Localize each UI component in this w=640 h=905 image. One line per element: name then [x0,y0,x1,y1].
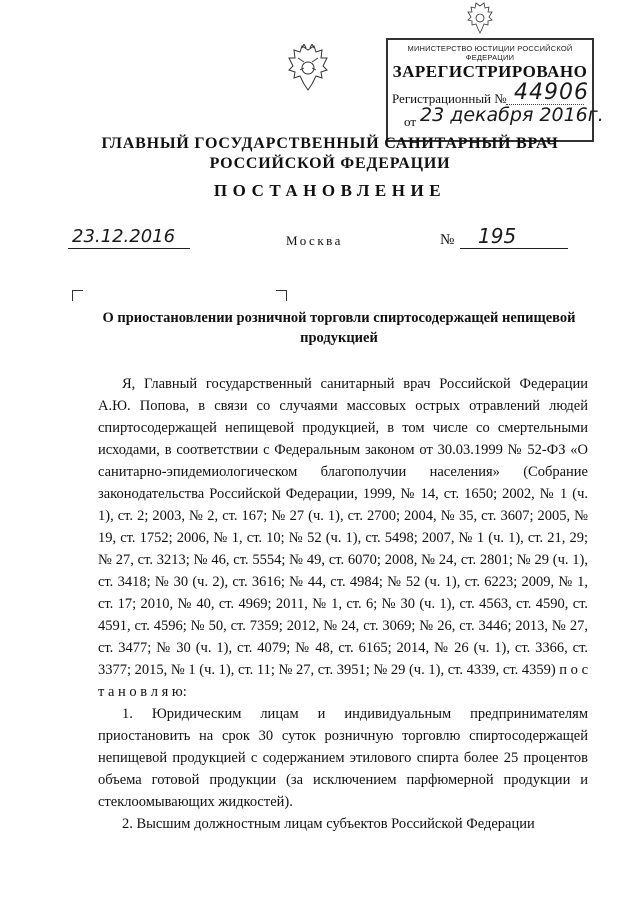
stamp-ministry: МИНИСТЕРСТВО ЮСТИЦИИ РОССИЙСКОЙ ФЕДЕРАЦИИ [407,44,573,62]
number-underline [460,248,568,249]
document-type: ПОСТАНОВЛЕНИЕ [213,181,447,200]
paragraph-intro: Я, Главный государственный санитарный врач Российской Федерации А.Ю. Попова, в связи со случаями массовых острых отравлений людей спиртосодержащей непищевой продукцией, в том числе со смертельными исходами, в соответствии с Федеральным законом от 30.03.1999 № 52-ФЗ «О санитарно-эпидемиологическом благополучии населения» (Собрание законодательства Российской Федерации, 1999, № 14, ст. 1650; 2002, № 1 (ч. 1), ст. 2; 2003, № 2, ст. 167; № 27 (ч. 1), ст. 2700; 2004, № 35, ст. 3607; 2005, № 19, ст. 1752; 2006, № 1, ст. 10; № 52 (ч. 1), ст. 5498; 2007, № 1 (ч. 1), ст. 21, 29; № 27, ст. 3213; № 46, ст. 5554; № 49, ст. 6070; 2008, № 24, ст. 2801; № 29 (ч. 1), ст. 3418; № 30 (ч. 2), ст. 3616; № 44, ст. 4984; № 52 (ч. 1), ст. 6223; 2009, № 1, ст. 17; 2010, № 40, ст. 4969; 2011, № 1, ст. 6; № 30 (ч. 1), ст. 4563, ст. 4590, ст. 4591, ст. 4596; № 50, ст. 7359; 2012, № 24, ст. 3069; № 26, ст. 3446; 2013, № 27, ст. 3477; № 30 (ч. 1), ст. 4079; № 48, ст. 6165; 2014, № 26 (ч. 1), ст. 3366, ст. 3377; 2015, № 1 (ч. 1), ст. 11; № 27, ст. 3951; № 29 (ч. 1), ст. 4339, ст. 4359) п о с т а н о в л я ю: [98,376,588,700]
issuer-line1: ГЛАВНЫЙ ГОСУДАРСТВЕННЫЙ САНИТАРНЫЙ ВРАЧ [101,135,559,152]
document-city: Москва [286,233,343,248]
issuer-line2: РОССИЙСКОЙ ФЕДЕРАЦИИ [209,155,451,172]
stamp-emblem-icon [466,2,494,36]
paragraph-item-1: 1. Юридическим лицам и индивидуальным предпринимателям приостановить на срок 30 суток розничную торговлю спиртосодержащей непищевой продукцией с содержанием этилового спирта более 25 процентов объема готовой продукции (за исключением парфюмерной продукции и стеклоомывающих жидкостей). [98,706,588,810]
stamp-reg-label: Регистрационный № [392,91,507,106]
document-title: О приостановлении розничной торговли спиртосодержащей непищевой продукцией [102,310,576,346]
date-underline [68,248,190,249]
registration-stamp [366,0,604,143]
document-date: 23.12.2016 [72,226,176,247]
title-bracket-right [276,290,287,301]
stamp-date-prefix: от [404,114,417,129]
document-body [98,373,588,835]
stamp-date-value: 23 декабря 2016г. [420,104,604,126]
paragraph-item-2: 2. Высшим должностным лицам субъектов Российской Федерации [122,816,535,832]
stamp-reg-number: 44906 [514,80,589,105]
issuer-heading [60,134,600,174]
coat-of-arms-icon [286,44,330,94]
document-number: 195 [478,224,517,248]
number-label: № [440,232,455,248]
title-bracket-left [72,290,83,301]
stamp-registered: ЗАРЕГИСТРИРОВАНО [392,62,588,81]
